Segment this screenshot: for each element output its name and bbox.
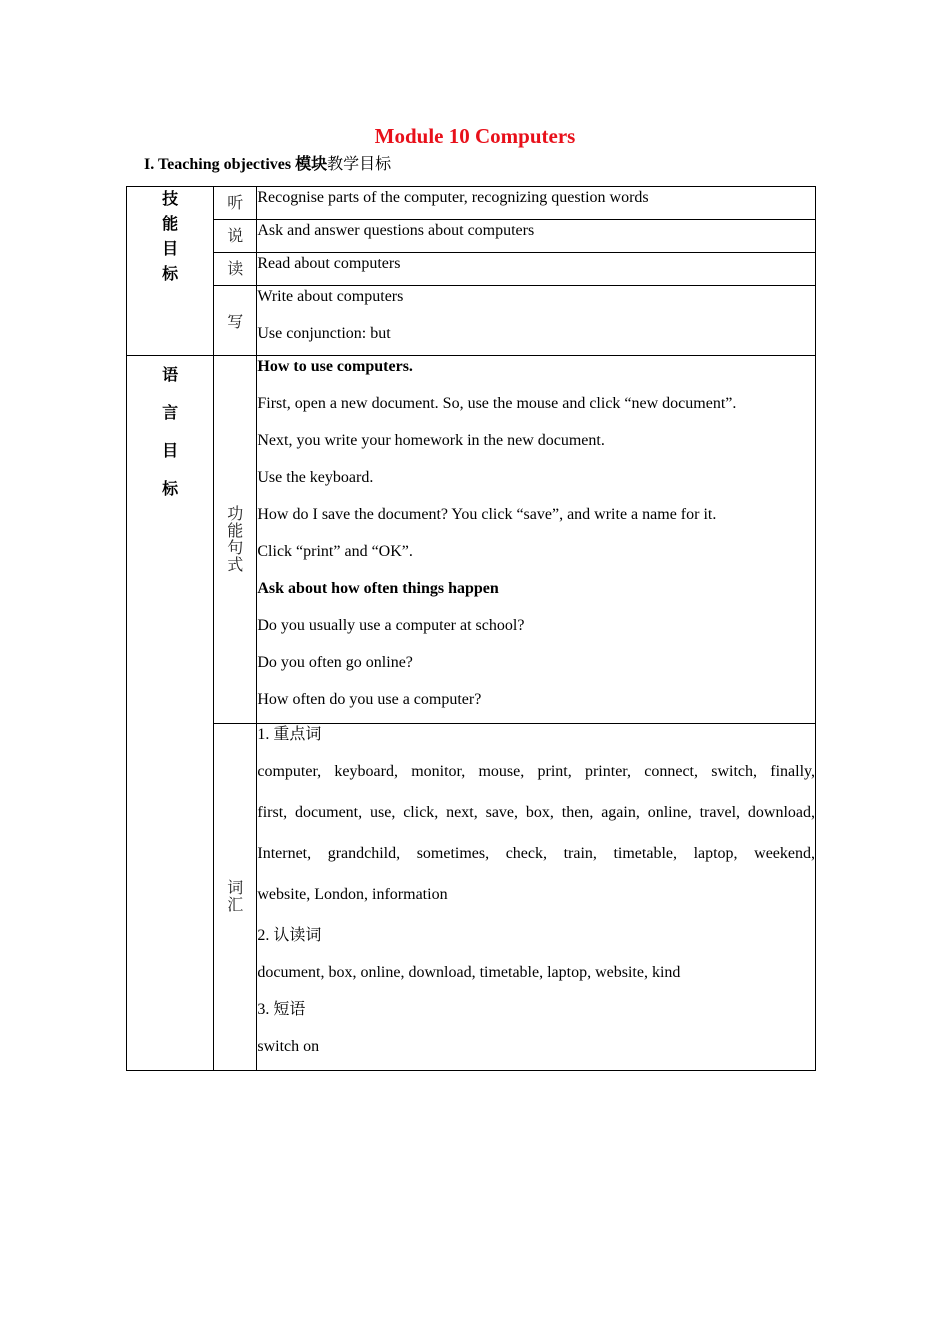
skill-content-listening: Recognise parts of the computer, recognizing question words [257, 187, 816, 220]
vocabulary-label: 词 汇 [214, 724, 257, 1071]
skills-category-cell: 技 能 目 标 [127, 187, 214, 356]
skill-content-reading: Read about computers [257, 253, 816, 286]
section-heading: I. Teaching objectives 模块教学目标 [144, 156, 392, 173]
skill-label-listening: 听 [214, 187, 257, 220]
skill-content-speaking: Ask and answer questions about computers [257, 220, 816, 253]
vocabulary-content: 1. 重点词 computer, keyboard, monitor, mouse, print, printer, connect, switch, finally, first, document, use, click, next, save, box, then, again, online, travel, download, Internet, grandchild, sometimes, check, train, timetable, laptop, weekend, website, London, information 2. 认读词 document, box, online, download, timetable, laptop, website, kind 3. 短语 switch on [257, 724, 816, 1071]
objectives-table [126, 186, 816, 1071]
skill-content-writing: Write about computers Use conjunction: but [257, 286, 816, 356]
document-title: Module 10 Computers [374, 124, 576, 148]
skill-label-speaking: 说 [214, 220, 257, 253]
language-category-cell: 语 言 目 标 [127, 356, 214, 1071]
function-content: How to use computers. First, open a new document. So, use the mouse and click “new document”. Next, you write your homework in the new document. Use the keyboard. How do I save the document? You click “save”, and write a name for it. Click “print” and “OK”. Ask about how often things happen Do you usually use a computer at school? Do you often go online? How often do you use a computer? [257, 356, 816, 724]
skill-label-reading: 读 [214, 253, 257, 286]
skill-label-writing: 写 [214, 286, 257, 356]
function-label: 功 能 句 式 [214, 356, 257, 724]
